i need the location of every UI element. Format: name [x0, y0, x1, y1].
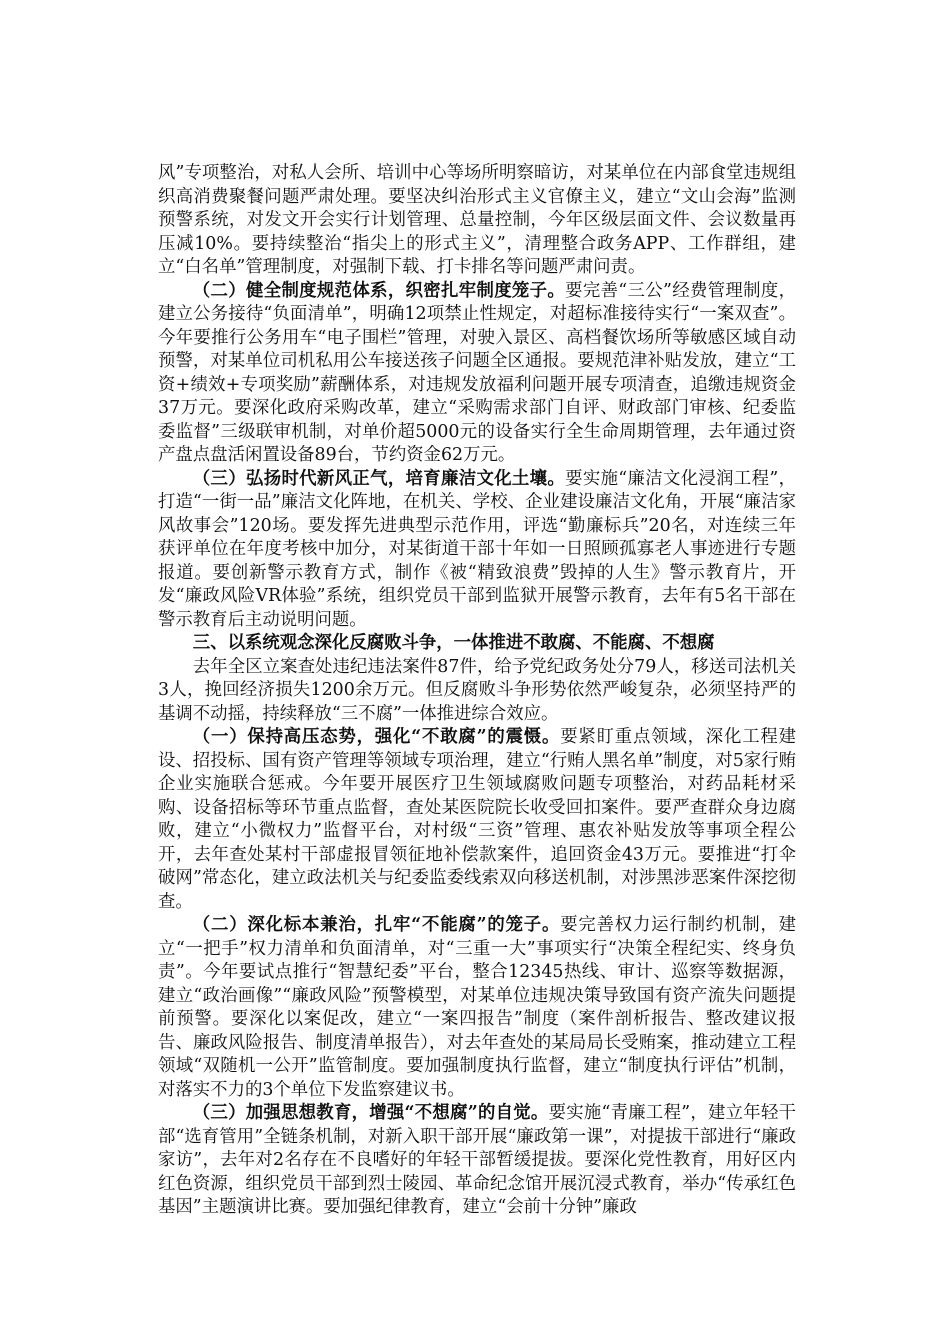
paragraph-lead: （二）健全制度规范体系，织密扎牢制度笼子。: [192, 280, 566, 301]
paragraph-text: 去年全区立案查处违纪违法案件87件，给予党纪政务处分79人，移送司法机关3人，挽回经济损失1200余万元。但反腐败斗争形势依然严峻复杂，必须坚持严的基调不动摇，持续释放“三不腐”一体推进综合效应。: [158, 656, 796, 724]
paragraph-lead: （一）保持高压态势，强化“不敢腐”的震慑。: [192, 727, 561, 747]
paragraph-text: 要实施“青廉工程”，建立年轻干部“选育管用”全链条机制，对新入职干部开展“廉政第一课”，对提拔干部进行“廉政家访”，去年对2名存在不良嗜好的年轻干部暂缓提拔。要深化党性教育，用好区内红色资源，组织党员干部到烈士陵园、革命纪念馆开展沉浸式教育，举办“传承红色基因”主题演讲比赛。要加强纪律教育，建立“会前十分钟”廉政: [158, 1103, 796, 1217]
paragraph-integrity-culture: [158, 468, 796, 633]
document-body: [158, 162, 796, 1220]
paragraph-text: 风”专项整治，对私人会所、培训中心等场所明察暗访，对某单位在内部食堂违规组织高消费聚餐问题严肃处理。要坚决纠治形式主义官僚主义，建立“文山会海”监测预警系统，对发文开会实行计划管理、总量控制，今年区级层面文件、会议数量再压减10%。要持续整治“指尖上的形式主义”，清理整合政务APP、工作群组，建立“白名单”管理制度，对强制下载、打卡排名等问题严肃问责。: [158, 163, 796, 277]
paragraph-case-statistics: [158, 656, 796, 727]
paragraph-institutional-cage: [158, 914, 796, 1102]
paragraph-text: 要完善“三公”经费管理制度，建立公务接待“负面清单”，明确12项禁止性规定，对超标准接待实行“一案双查”。今年要推行公务用车“电子围栏”管理，对驶入景区、高档餐饮场所等敏感区域自动预警，对某单位司机私用公车接送孩子问题全区通报。要规范津补贴发放，建立“工资+绩效+专项奖励”薪酬体系，对违规发放福利问题开展专项清查，追缴违规资金37万元。要深化政府采购改革，建立“采购需求部门自评、财政部门审核、纪委监委监督”三级联审机制，对单价超5000元的设备实行全生命周期管理，去年通过资产盘点盘活闲置设备89台，节约资金62万元。: [158, 280, 796, 465]
section-heading: 三、以系统观念深化反腐败斗争，一体推进不敢腐、不能腐、不想腐: [192, 633, 715, 653]
paragraph-lead: （三）加强思想教育，增强“不想腐”的自觉。: [192, 1103, 549, 1123]
paragraph-deterrence: [158, 726, 796, 914]
paragraph-text: 要实施“廉洁文化浸润工程”，打造“一街一品”廉洁文化阵地，在机关、学校、企业建设廉洁文化角，开展“廉洁家风故事会”120场。要发挥先进典型示范作用，评选“勤廉标兵”20名，对连续三年获评单位在年度考核中加分，对某街道干部十年如一日照顾孤寡老人事迹进行专题报道。要创新警示教育方式，制作《被“精致浪费”毁掉的人生》警示教育片，开发“廉政风险VR体验”系统，组织党员干部到监狱开展警示教育，去年有5名干部在警示教育后主动说明问题。: [158, 468, 796, 630]
paragraph-text: 要完善权力运行制约机制，建立“一把手”权力清单和负面清单，对“三重一大”事项实行“决策全程纪实、终身负责”。今年要试点推行“智慧纪委”平台，整合12345热线、审计、巡察等数据源，建立“政治画像”“廉政风险”预警模型，对某单位违规决策导致国有资产流失问题提前预警。要深化以案促改，建立“一案四报告”制度（案件剖析报告、整改建议报告、廉政风险报告、制度清单报告），对去年查处的某局局长受贿案，推动建立工程领域“双随机一公开”监管制度。要加强制度执行监督，建立“制度执行评估”机制，对落实不力的3个单位下发监察建议书。: [158, 915, 796, 1100]
paragraph-lead: （二）深化标本兼治，扎牢“不能腐”的笼子。: [192, 915, 561, 935]
paragraph-continuation: [158, 162, 796, 280]
paragraph-ideological-education: [158, 1102, 796, 1220]
paragraph-text: 要紧盯重点领域，深化工程建设、招投标、国有资产管理等领域专项治理，建立“行贿人黑名单”制度，对5家行贿企业实施联合惩戒。今年要开展医疗卫生领域腐败问题专项整治，对药品耗材采购、设备招标等环节重点监督，查处某医院院长收受回扣案件。要严查群众身边腐败，建立“小微权力”监督平台，对村级“三资”管理、惠农补贴发放等事项全程公开，去年查处某村干部虚报冒领征地补偿款案件，追回资金43万元。要推进“打伞破网”常态化，建立政法机关与纪委监委线索双向移送机制，对涉黑涉恶案件深挖彻查。: [158, 727, 796, 912]
paragraph-institution-system: [158, 280, 796, 468]
paragraph-lead: （三）弘扬时代新风正气，培育廉洁文化土壤。: [192, 468, 566, 489]
